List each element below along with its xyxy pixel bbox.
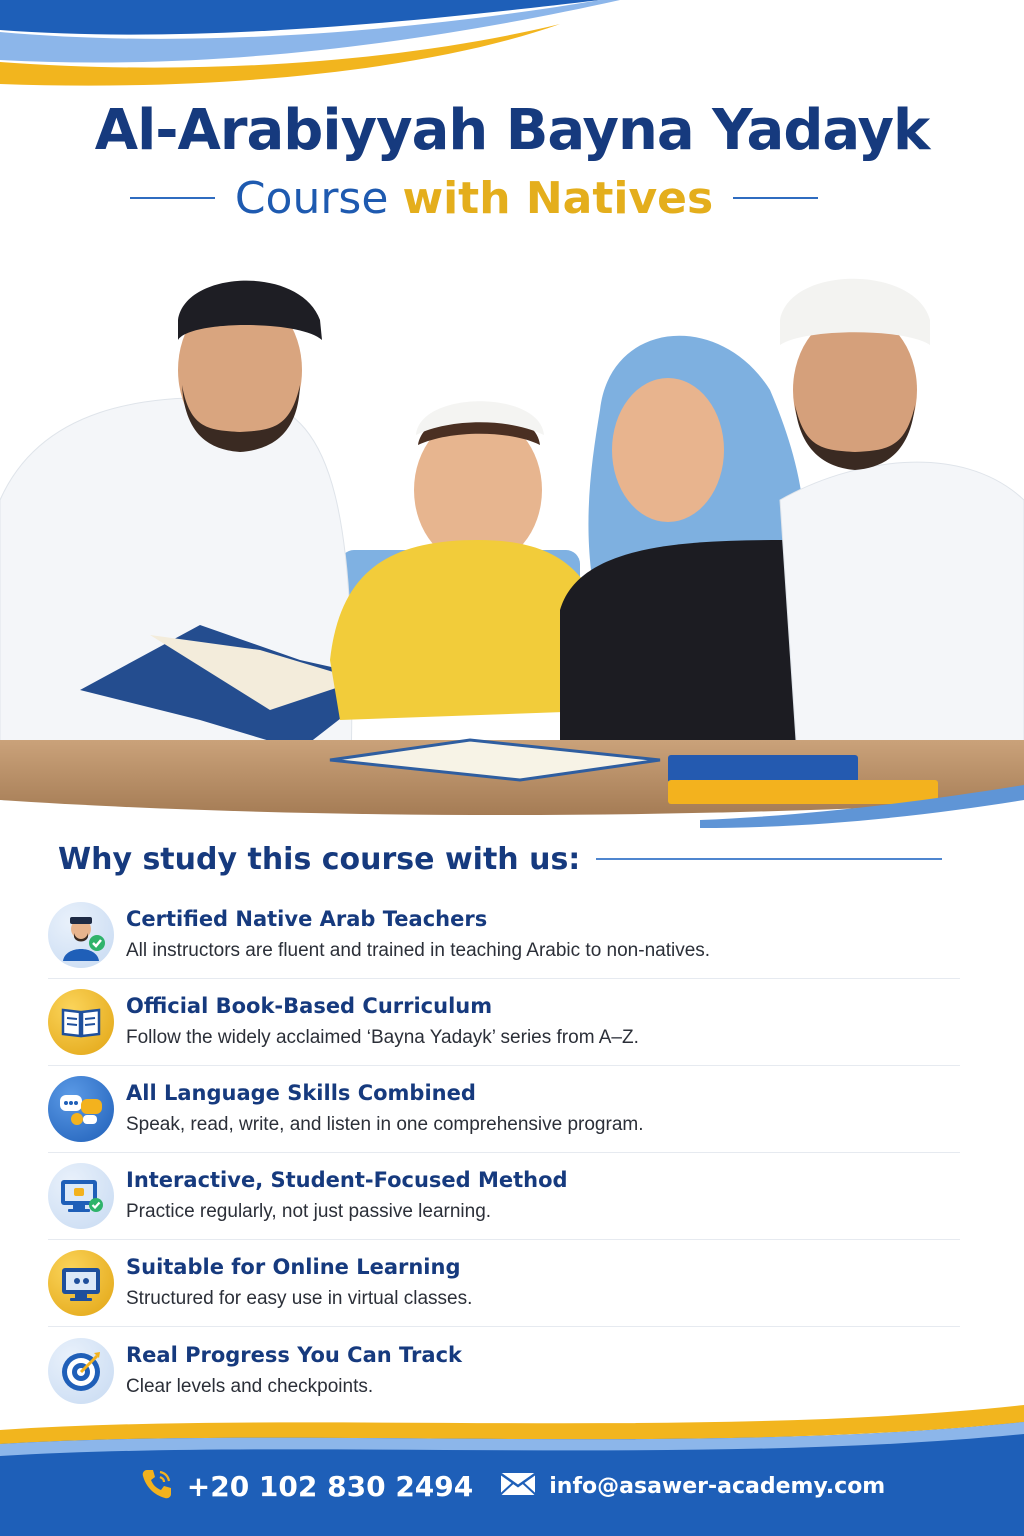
envelope-icon <box>499 1470 537 1502</box>
feature-title: Interactive, Student-Focused Method <box>126 1168 568 1192</box>
feature-title: Official Book-Based Curriculum <box>126 994 493 1018</box>
feature-title: All Language Skills Combined <box>126 1081 476 1105</box>
feature-description: All instructors are fluent and trained in teaching Arabic to non-natives. <box>126 940 711 961</box>
subtitle <box>235 173 713 224</box>
feature-title: Suitable for Online Learning <box>126 1255 461 1279</box>
feature-description: Clear levels and checkpoints. <box>126 1375 374 1397</box>
subtitle-natives: with Natives <box>402 172 714 224</box>
chat-bubbles-icon <box>48 1076 114 1142</box>
subtitle-right-divider <box>733 197 818 199</box>
feature-item-skills <box>48 1066 960 1153</box>
email-address: info@asawer-academy.com <box>549 1473 886 1499</box>
target-icon <box>48 1338 114 1404</box>
contact-bar <box>0 1462 1024 1510</box>
why-heading-row <box>58 836 942 882</box>
feature-description: Practice regularly, not just passive learning. <box>126 1201 492 1222</box>
phone-contact[interactable] <box>139 1466 474 1506</box>
feature-item-online <box>48 1240 960 1327</box>
feature-description: Speak, read, write, and listen in one comprehensive program. <box>126 1114 644 1135</box>
subtitle-row <box>110 172 838 224</box>
feature-description: Follow the widely acclaimed ‘Bayna Yadayk’ series from A–Z. <box>126 1027 639 1048</box>
subtitle-course: Course <box>234 172 389 224</box>
teacher-icon <box>48 902 114 968</box>
phone-icon <box>139 1466 175 1506</box>
email-contact[interactable] <box>499 1470 885 1502</box>
book-icon <box>48 989 114 1055</box>
feature-description: Structured for easy use in virtual classes. <box>126 1288 473 1309</box>
why-divider <box>596 858 942 860</box>
feature-item-interactive <box>48 1153 960 1240</box>
features-list <box>48 892 960 1414</box>
feature-item-curriculum <box>48 979 960 1066</box>
feature-title: Real Progress You Can Track <box>126 1342 462 1367</box>
online-monitor-icon <box>48 1250 114 1316</box>
top-wave-decoration <box>0 0 1024 90</box>
monitor-check-icon <box>48 1163 114 1229</box>
subtitle-left-divider <box>130 197 215 199</box>
phone-number: +20 102 830 2494 <box>186 1469 474 1503</box>
why-heading: Why study this course with us: <box>58 841 581 877</box>
feature-title: Certified Native Arab Teachers <box>126 907 488 931</box>
feature-item-teachers <box>48 892 960 979</box>
family-studying-illustration <box>0 240 1024 830</box>
page-title: Al-Arabiyyah Bayna Yadayk <box>94 98 930 163</box>
